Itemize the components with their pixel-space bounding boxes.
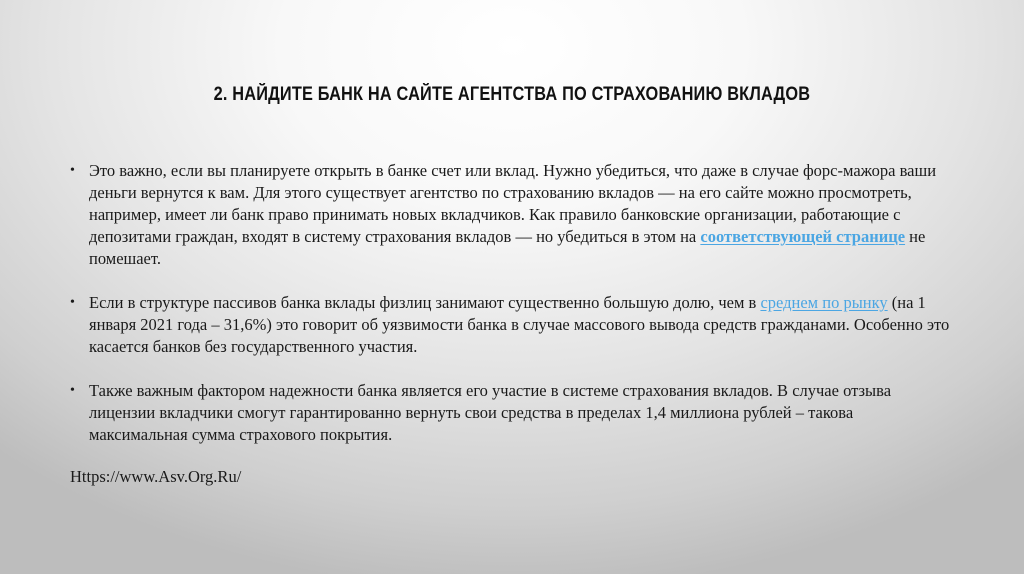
bullet-2-text-before: Если в структуре пассивов банка вклады физлиц занимают существенно большую долю, чем в — [89, 293, 761, 312]
bullet-1-text-before: Это важно, если вы планируете открыть в банке счет или вклад. Нужно убедиться, что даже в случае форс-мажора ваши деньги вернутся к вам. Для этого существует агентство по страхованию вкладов — на его сайте можно просмотреть, например, имеет ли банк право принимать новых вкладчиков. Как правило банковские организации, работающие с депозитами граждан, входят в систему страхования вкладов — но убедиться в этом на — [89, 161, 937, 246]
bullet-item-1 — [70, 160, 950, 270]
bullet-item-2 — [70, 292, 950, 358]
link-matching-page[interactable]: соответствующей странице — [700, 227, 906, 246]
slide-title — [0, 84, 1024, 106]
bullet-item-3 — [70, 380, 950, 446]
bullet-3-text: Также важным фактором надежности банка является его участие в системе страхования вкладов. В случае отзыва лицензии вкладчики смогут гарантированно вернуть свои средства в пределах 1,4 миллиона рублей – такова максимальная сумма страхового покрытия. — [89, 381, 892, 444]
bullet-2-text-after: (на 1 января 2021 года – 31,6%) это говорит об уязвимости банка в случае массового вывода средств гражданами. Особенно это касается банков без государственного участия. — [89, 293, 950, 356]
slide-content — [70, 160, 950, 488]
bullet-icon: • — [70, 163, 75, 178]
link-market-average[interactable]: среднем по рынку — [760, 293, 888, 312]
bullet-icon: • — [70, 295, 75, 310]
bullet-1-text-after: не помешает. — [89, 227, 926, 268]
source-url: Https://www.Asv.Org.Ru/ — [70, 467, 242, 486]
bullet-icon: • — [70, 383, 75, 398]
slide-title-text: 2. НАЙДИТЕ БАНК НА САЙТЕ АГЕНТСТВА ПО СТРАХОВАНИЮ ВКЛАДОВ — [213, 84, 811, 105]
